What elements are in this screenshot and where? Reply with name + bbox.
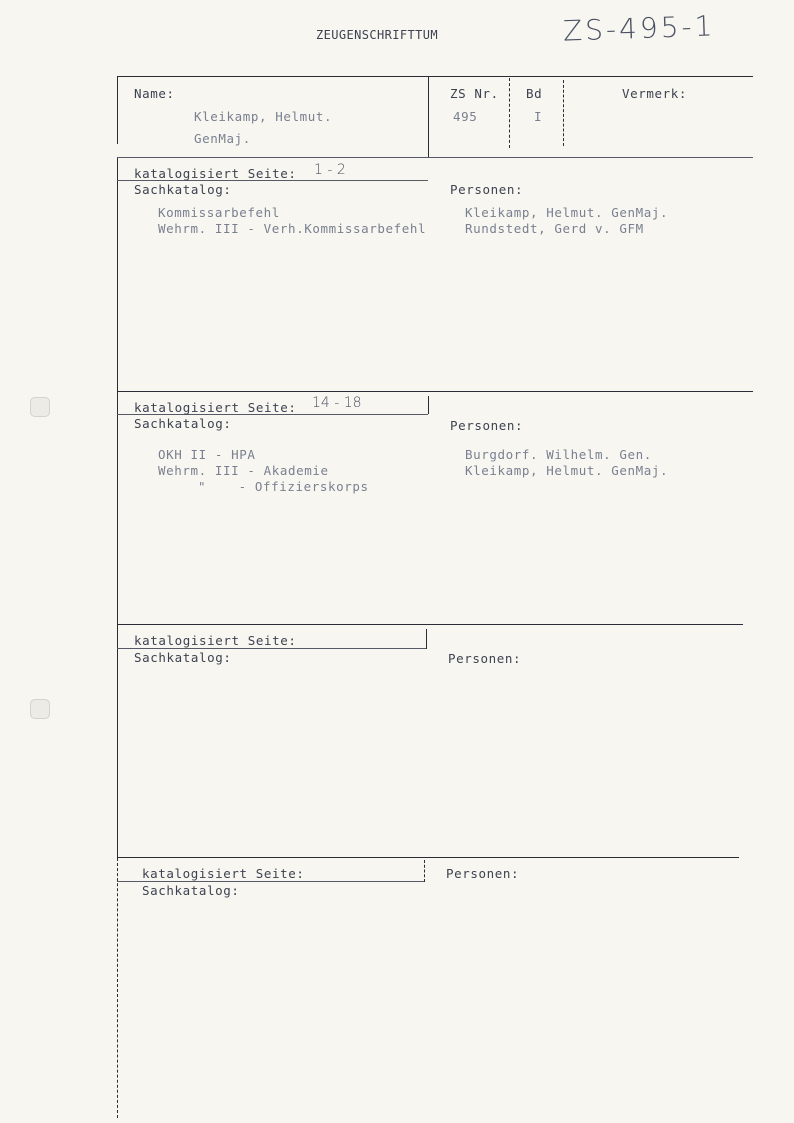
section-1-person-2: Rundstedt, Gerd v. GFM — [465, 221, 644, 236]
section-1-sach-item-2: Wehrm. III - Verh.Kommissarbefehl — [158, 221, 427, 236]
section-3-left-line — [117, 625, 118, 857]
section-1-left-line — [117, 158, 118, 391]
record-box-left-line — [117, 76, 118, 144]
section-4-personen-label: Personen: — [446, 866, 520, 881]
zs-nr-value: 495 — [453, 109, 478, 124]
rank-value: GenMaj. — [194, 131, 251, 146]
vermerk-column-left-line — [563, 80, 564, 146]
record-box-bottom-line — [117, 157, 753, 158]
section-2-sachkatalog-label: Sachkatalog: — [134, 416, 232, 431]
section-1-person-1: Kleikamp, Helmut. GenMaj. — [465, 205, 669, 220]
section-4-left-line — [117, 858, 118, 1118]
section-4-header-underline — [117, 881, 424, 882]
section-2-bottom-line — [117, 624, 743, 625]
handwritten-reference: ZS-495-1 — [562, 9, 716, 48]
section-2-katalog-label: katalogisiert Seite: — [134, 400, 297, 415]
bd-label: Bd — [526, 86, 543, 101]
section-2-left-line — [117, 392, 118, 624]
section-1-bottom-line — [117, 391, 753, 392]
section-1-pages: 1 - 2 — [314, 162, 346, 178]
section-3-personen-label: Personen: — [448, 651, 522, 666]
section-2-header-right-line — [428, 396, 429, 414]
section-4-katalog-label: katalogisiert Seite: — [142, 866, 305, 881]
section-3-header-right-line — [426, 629, 427, 649]
name-label: Name: — [134, 86, 175, 101]
section-3-sachkatalog-label: Sachkatalog: — [134, 650, 232, 665]
section-4-header-right-line — [424, 860, 425, 882]
section-2-person-2: Kleikamp, Helmut. GenMaj. — [465, 463, 669, 478]
section-2-sach-item-3: " - Offizierskorps — [198, 479, 369, 494]
section-3-bottom-line — [117, 857, 739, 858]
section-2-pages: 14 - 18 — [312, 395, 362, 411]
punch-hole-top — [30, 397, 50, 417]
record-box-top-line — [117, 76, 753, 77]
section-3-header-underline — [117, 648, 426, 649]
section-1-sach-item-1: Kommissarbefehl — [158, 205, 280, 220]
bd-column-left-line — [509, 78, 510, 148]
section-2-sach-item-2: Wehrm. III - Akademie — [158, 463, 329, 478]
section-3-katalog-label: katalogisiert Seite: — [134, 633, 297, 648]
section-1-personen-label: Personen: — [450, 182, 524, 197]
bd-value: I — [534, 109, 543, 124]
section-1-sachkatalog-label: Sachkatalog: — [134, 182, 232, 197]
document-title: ZEUGENSCHRIFTTUM — [316, 28, 438, 42]
vermerk-label: Vermerk: — [622, 86, 688, 101]
section-1-katalog-label: katalogisiert Seite: — [134, 166, 297, 181]
section-4-sachkatalog-label: Sachkatalog: — [142, 883, 240, 898]
zs-nr-label: ZS Nr. — [450, 86, 499, 101]
section-2-sach-item-1: OKH II - HPA — [158, 447, 256, 462]
section-2-personen-label: Personen: — [450, 418, 524, 433]
punch-hole-bottom — [30, 699, 50, 719]
name-value: Kleikamp, Helmut. — [194, 109, 333, 124]
zs-column-left-line — [428, 76, 429, 158]
section-2-person-1: Burgdorf. Wilhelm. Gen. — [465, 447, 652, 462]
